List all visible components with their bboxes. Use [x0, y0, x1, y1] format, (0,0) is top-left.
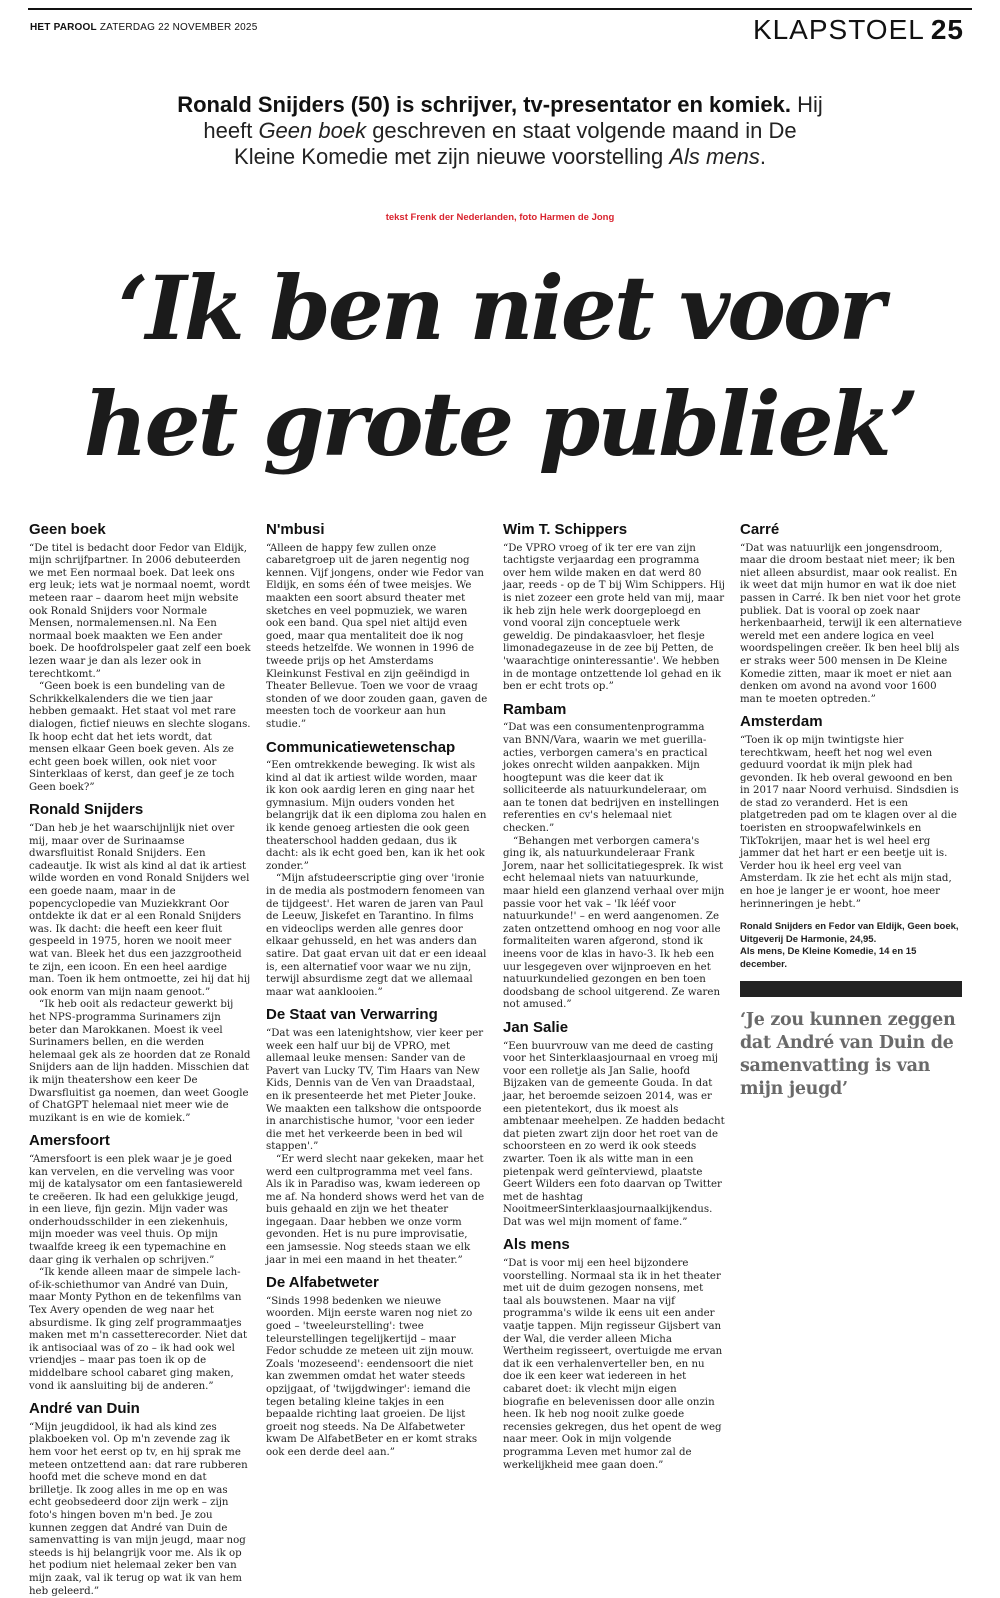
masthead [30, 22, 257, 33]
paragraph: “Dat was natuurlijk een jongensdroom, maar die droom bestaat niet meer; ik ben niet alleen absurdist, maar ook realist. En ik weet dat mijn humor en wat ik doe niet passen in Carré. Ik ben niet voor het grote publiek. Dat is vooral op zoek naar herkenbaarheid, terwijl ik een alternatieve wereld met een andere logica en veel woordspelingen creëer. Ik ben heel blij als er straks weer 500 mensen in De Kleine Komedie zitten, maar ik moet er niet aan denken om avond na avond voor 1600 man te moeten optreden.” [740, 542, 962, 705]
subhead-geen-boek: Geen boek [29, 521, 106, 538]
intro-part: Hij heeft [203, 92, 823, 143]
subhead-als-mens: Als mens [503, 1236, 570, 1254]
paragraph: “Alleen de happy few zullen onze cabaretgroep uit de jaren negentig nog kennen. Vijf jongens, onder wie Fedor van Eldijk, en soms één of twee meisjes. We maakten een soort absurd theater met sketches en veel popmuziek, we waren ook een band. Qua spel niet altijd even goed, maar qua mentaliteit doe ik nog steeds hetzelfde. We wonnen in 1996 de tweede prijs op het Amsterdams Kleinkunst Festival en zijn geëindigd in Theater Bellevue. Toen we voor de vraag stonden of we door zouden gaan, gaven de meesten toch de voorkeur aan hun studie.” [266, 542, 488, 730]
paragraph: “De titel is bedacht door Fedor van Eldijk, mijn schrijfpartner. In 2006 debuteerden we met Een normaal boek. Dat leek ons erg leuk; iets wat je normaal noemt, wordt meteen raar – daarom heet mijn website ook Ronald Snijders voor Normale Mensen, normalemensen.nl. Na Een normaal boek maakten we Een ander boek. De hoofdrolspeler gaat zelf een boek lezen waar je dan als lezer ook in terechtkomt.” [29, 542, 251, 680]
intro-part: . [759, 144, 766, 169]
paragraph: “Sinds 1998 bedenken we nieuwe woorden. Mijn eerste waren nog niet zo goed – 'tweeleurstelling': twee teleurstellingen tegelijkertijd – maar Fedor schudde ze meteen uit zijn mouw. Zoals 'mozeseend': eendensoort die niet kan zwemmen omdat het water steeds opzijgaat, of 'twijgdwinger': iemand die tegen betaling kleine takjes in een bepaalde richting laat groeien. De lijst groeit nog steeds. Na De Alfabetweter kwam De AlfabetBeter en er komt straks ook een derde deel aan.” [266, 1295, 478, 1458]
intro-text [170, 92, 830, 170]
paragraph: “Behangen met verborgen camera's ging ik, als natuurkundeleraar Frank Jorem, naar het sollicitatiegesprek. Ik wist echt helemaal niets van natuurkunde, maar hield een glanzend verhaal over mijn passie voor het vak – 'Ik lééf voor natuurkunde!' – en werd aangenomen. Ze zaten ontzettend omhoog en nog voor alle formaliteiten waren afgerond, stond ik ineens voor de klas in havo-3. Ik heb een uur lesgegeven over wijnproeven en het natuurkundelied gezongen en ben toen doodsbang de school uitgerend. Ze waren not amused.” [503, 835, 725, 1011]
intro-book-title: Geen boek [258, 118, 367, 143]
paragraph: “Dat is voor mij een heel bijzondere voorstelling. Normaal sta ik in het theater met uit de duim gezogen nonsens, met taal als bouwstenen. Maar na vijf programma's wilde ik eens uit een ander vaatje tappen. Mijn regisseur Gijsbert van der Wal, die verder alleen Micha Wertheim regisseert, overtuigde me ervan dat ik een verhalenverteller ben, en nu doe ik een keer wat iedereen in het cabaret doet: ik vlecht mijn eigen biografie en belevenissen door alle onzin heen. Ik heb nog nooit zulke goede recensies gekregen, dus het opent de weg naar meer. Ook in mijn volgende programma Leven met humor zal de werkelijkheid mee gaan doen.” [503, 1258, 723, 1471]
column-4 [740, 521, 962, 1390]
paragraph: “Toen ik op mijn twintigste hier terechtkwam, heeft het nog wel even geduurd voordat ik mijn plek had gevonden. Ik heb overal gewoond en ben in 2017 naar Noord verhuisd. Sindsdien is de stad zo veranderd. Het is een platgetreden pad om te klagen over al die toeristen en stroopwafelwinkels en TikTokrijen, maar het is wel heel erg jammer dat het hart er een beetje uit is. Verder hou ik heel erg veel van Amsterdam. Ik zie het echt als mijn stad, en hoe je langer je er woont, hoe meer herinneringen je hebt.” [740, 734, 959, 910]
paragraph: “Een omtrekkende beweging. Ik wist als kind al dat ik artiest wilde worden, maar ik kon ook aardig leren en ging naar het gymnasium. Mijn ouders vonden het belangrijk dat ik een diploma zou halen en ik kende genoeg artiesten die ook geen theaterschool hadden gedaan, dus ik dacht: als ik echt goed ben, kan ik het ook zonder.” [266, 760, 487, 872]
paragraph: “Mijn afstudeerscriptie ging over 'ironie in de media als postmodern fenomeen van de tijdgeest'. Het waren de jaren van Paul de Leeuw, Jiskefet en Tarantino. In films en videoclips werden alle genres door elkaar gehusseld, en het was anders dan satire. Dat gaat ervan uit dat er een ideaal is, een alternatief voor waar we nu zijn, terwijl absurdisme zegt dat we allemaal maar wat aanklooien.” [266, 873, 487, 998]
headline-line-2: het grote publiek’ [83, 372, 917, 476]
paragraph: “Amersfoort is een plek waar je je goed kan vervelen, en die verveling was voor mij de katalysator om een fantasiewereld te creëeren. Ik had een gelukkige jeugd, in een lieve, fijn gezin. Mijn vader was onderhoudsschilder in een ziekenhuis, mijn moeder was veel thuis. Op mijn twaalfde kreeg ik een typemachine en daar ging ik verhalen op schrijven.” [29, 1153, 243, 1266]
subhead-staat-van-verwarring: De Staat van Verwarring [266, 1006, 438, 1024]
subhead-jan-salie: Jan Salie [503, 1018, 569, 1036]
section-name: KLAPSTOEL [752, 14, 925, 45]
paragraph: “Mijn jeugdidool, ik had als kind zes plakboeken vol. Op m'n zevende zag ik hem voor het eerst op tv, en hij sprak me meteen ontzettend aan: dat rare rubberen hoofd met die scheve mond en dat brilletje. Ik zoog alles in me op en was echt geobsedeerd door zijn werk – zijn foto's hingen boven m'n bed. Je zou kunnen zeggen dat André van Duin de samenvatting is van mijn jeugd, maar nog steeds is hij belangrijk voor me. Als ik op het podium niet helemaal zeker ben van mijn zaak, val ik terug op wat ik van hem heb geleerd.” [29, 1421, 248, 1597]
subhead-nmbusi: N'mbusi [266, 521, 325, 538]
subhead-rambam: Rambam [503, 700, 567, 718]
pullquote-bar [740, 981, 962, 997]
paragraph: “Ik heb ooit als redacteur gewerkt bij het NPS-programma Surinamers zijn beter dan Marokkanen. Moest ik veel Surinamers bellen, en die werden helemaal gek als ze hoorden dat ze Ronald Snijders aan de lijn hadden. Misschien dat ik mijn theatershow een keer De Dwarsfluitist ga noemen, dan weet Google of ChatGPT helemaal niet meer wie de muzikant is en wie de komiek.” [29, 999, 251, 1124]
paragraph: “Dat was een consumentenprogramma van BNN/Vara, waarin we met guerilla-acties, verborgen camera's en practical jokes onrecht wilden aanpakken. Mijn hoogtepunt was die keer dat ik solliciteerde als natuurkundeleraar, om aan te tonen dat bedrijven en instellingen referenties en cv's helemaal niet checken.” [503, 722, 720, 835]
subhead-carre: Carré [740, 521, 780, 538]
subhead-ronald-snijders: Ronald Snijders [29, 801, 144, 819]
byline: tekst Frenk der Nederlanden, foto Harmen de Jong [385, 212, 615, 223]
intro-show-title: Als mens [669, 144, 760, 169]
issue-date: ZATERDAG 22 NOVEMBER 2025 [99, 22, 258, 33]
page-number: 25 [930, 14, 964, 45]
pullquote: ‘Je zou kunnen zeggen dat André van Duin de samenvatting is van mijn jeugd’ [740, 1010, 956, 1100]
paragraph: “Een buurvrouw van me deed de casting voor het Sinterklaasjournaal en vroeg mij voor een rolletje als Jan Salie, hoofd Bijzaken van de gemeente Gouda. In dat jaar, het beroemde seizoen 2014, was er een pietentekort, dus ik moest als ambtenaar meehelpen. Ze hadden bedacht dat pieten zwart zijn door het roet van de schoorsteen en zo werd ik ook steeds zwarter. Toen ik als witte man in een pietenpak werd geïnterviewd, plaatste Geert Wilders een foto daarvan op Twitter met de hashtag NooitmeerSinterklaasjournaalkijkendus. Dat was wel mijn moment of fame.” [503, 1040, 725, 1228]
paragraph: “Dan heb je het waarschijnlijk niet over mij, maar over de Surinaamse dwarsfluitist Ronald Snijders. Een cadeautje. Ik wist als kind al dat ik artiest wilde worden en vond Ronald Snijders wel een goede naam, maar in de popencyclopedie van Muziekkrant Oor ontdekte ik dat er al een Ronald Snijders was. Ik dacht: die heeft een keer fluit gespeeld in 1975, horen we nooit meer wat van. Bleek het dus een jazzgrootheid te zijn, een icoon. En een heel aardige man. Toen ik hem ontmoette, zei hij dat hij ook enorm van mijn naam genoot.” [29, 823, 251, 998]
paragraph: “Er werd slecht naar gekeken, maar het werd een cultprogramma met veel fans. Als ik in Paradiso was, kwam iedereen op me af. Na honderd shows werd het van de buis gehaald en zijn we het theater ingegaan. Daar hebben we onze vorm gevonden. Het is nu pure improvisatie, een jamsessie. Nog steeds staan we elk jaar in mei een maand in het theater.” [266, 1153, 485, 1266]
subhead-amsterdam: Amsterdam [740, 713, 823, 731]
column-1 [29, 521, 251, 1597]
colophon-show: Als mens, De Kleine Komedie, 14 en 15 december. [740, 946, 917, 970]
subhead-amersfoort: Amersfoort [29, 1132, 110, 1150]
paper-name: HET PAROOL [30, 22, 97, 33]
headline [40, 250, 960, 482]
top-rule [28, 8, 972, 10]
paragraph: “Dat was een latenightshow, vier keer per week een half uur bij de VPRO, met allemaal leuke mensen: Sander van de Pavert van Lucky TV, Tim Haars van New Kids, Dennis van de Ven van Draadstaal, en ik presenteerde het met Pieter Jouke. We maakten een talkshow die ontspoorde in anarchistische humor, 'voor een ieder die met het verkeerde been in bed wil stappen'.” [266, 1027, 484, 1153]
subhead-andre-van-duin: André van Duin [29, 1400, 140, 1418]
paragraph: “Geen boek is een bundeling van de Schrikkelkalenders die we tien jaar hebben gemaakt. Het staat vol met rare dialogen, fictief nieuws en slechte slogans. Ik hoop echt dat het iets wordt, dat mensen elkaar Geen boek geven. Als ze echt geen boek willen, ook niet voor Sinterklaas of kerst, dan geef je ze toch Geen boek?” [29, 681, 251, 793]
headline-line-1: ‘Ik ben niet voor [117, 256, 883, 360]
column-3 [503, 521, 725, 1471]
paragraph: “De VPRO vroeg of ik ter ere van zijn tachtigste verjaardag een programma over hem wilde maken en dat werd 80 jaar, reeds - op de T bij Wim Schippers. Hij is niet zozeer een grote held van mij, maar ik heb zijn hele werk doorgeploegd en vond vooral zijn conceptuele werk geweldig. De pindakaasvloer, het flesje limonadegazeuse in de zee bij Petten, de 'waarachtige oninteressantie'. We hebben in de montage ontzettende lol gehad en ik ben er echt trots op.” [503, 542, 725, 693]
colophon [740, 921, 962, 971]
column-2 [266, 521, 488, 1458]
intro-part: geschreven en staat volgende maand in De Kleine Komedie met zijn nieuwe voorstelling [234, 118, 797, 169]
section-header [753, 14, 964, 46]
colophon-book: Ronald Snijders en Fedor van Eldijk, Geen boek, Uitgeverij De Harmonie, 24,95. [740, 921, 959, 945]
subhead-communicatiewetenschap: Communicatiewetenschap [266, 738, 456, 756]
subhead-alfabetweter: De Alfabetweter [266, 1274, 379, 1292]
intro-bold: Ronald Snijders (50) is schrijver, tv-presentator en komiek. [177, 92, 791, 117]
paragraph: “Ik kende alleen maar de simpele lach-of-ik-schiethumor van André van Duin, maar Monty Python en de tekenfilms van Tex Avery openden de weg naar het absurdisme. Ik ging zelf programmaatjes maken met m'n cassetterecorder. Niet dat ik antisociaal was of zo – ik had ook wel vriendjes – maar pas toen ik op de middelbare school cabaret ging maken, vond ik aansluiting bij de anderen.” [29, 1267, 248, 1392]
subhead-wim-t-schippers: Wim T. Schippers [503, 521, 628, 538]
